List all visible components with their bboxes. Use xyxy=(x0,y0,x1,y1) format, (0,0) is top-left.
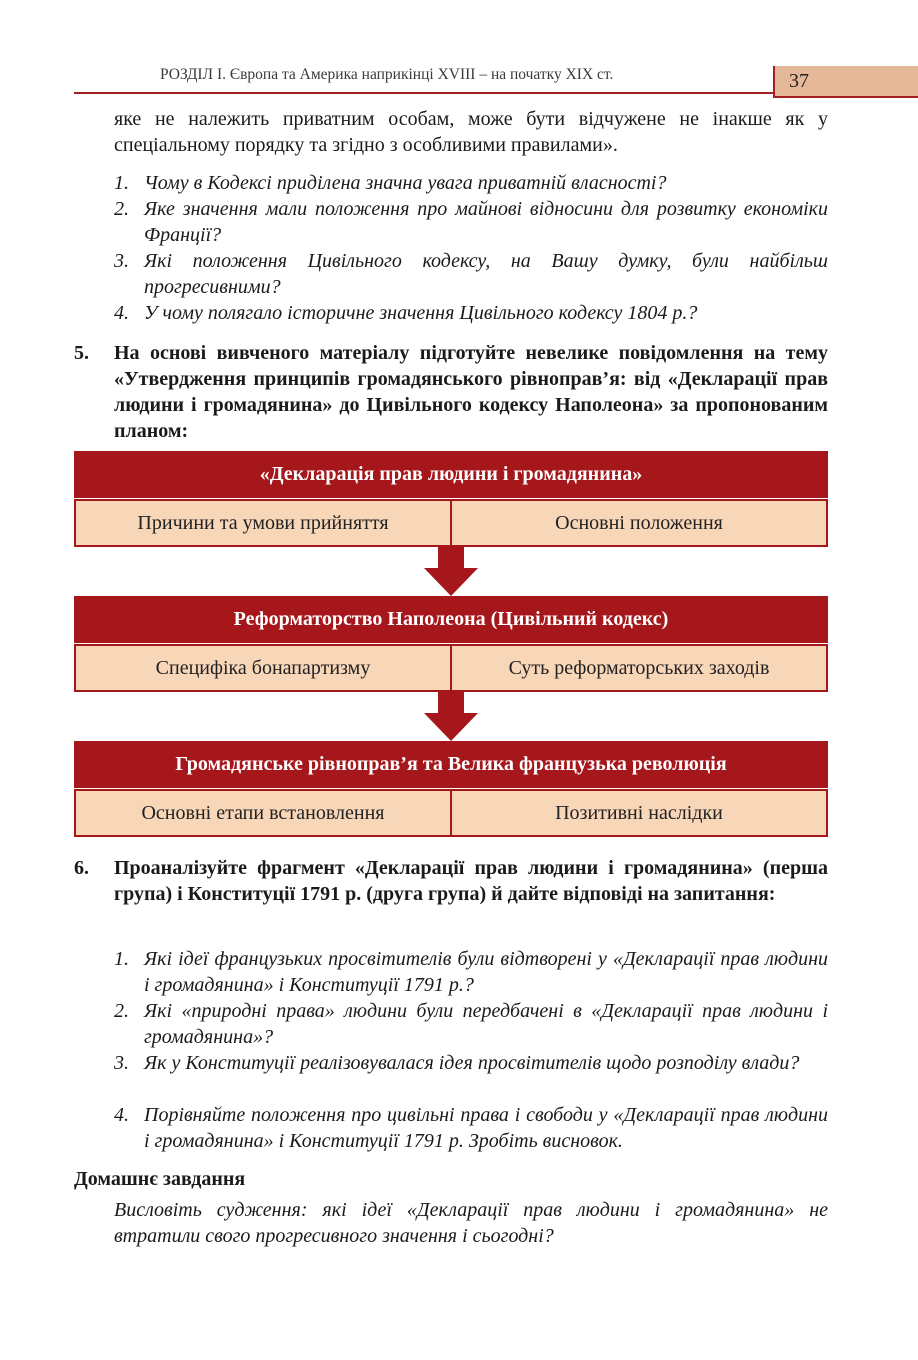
question-number: 1. xyxy=(114,172,129,194)
homework-title: Домашнє завдання xyxy=(74,1168,246,1190)
question-b-1 xyxy=(114,946,828,998)
task-text: Проаналізуйте фрагмент «Декларації прав людини і громадянина» (перша група) і Конституції 1791 р. (друга група) й дайте відповіді на запитання: xyxy=(114,857,828,905)
question-number: 3. xyxy=(114,1052,129,1074)
question-number: 3. xyxy=(114,250,129,272)
question-number: 4. xyxy=(114,1104,129,1126)
question-text: Які ідеї французьких просвітителів були відтворені у «Декларації прав людини і громадянина» і Конституції 1791 р.? xyxy=(144,948,828,996)
question-a-4 xyxy=(114,300,828,326)
question-text: Порівняйте положення про цивільні права і свободи у «Декларації прав людини і громадянина» і Конституції 1791 р. Зробіть висновок. xyxy=(144,1104,828,1152)
page-number: 37 xyxy=(773,66,918,98)
scheme-cell-right: Суть реформаторських заходів xyxy=(450,644,828,692)
question-a-2 xyxy=(114,196,828,248)
question-number: 1. xyxy=(114,948,129,970)
scheme-block-title: Громадянське рівноправ’я та Велика французька революція xyxy=(74,741,828,788)
task-5 xyxy=(74,340,828,444)
scheme-block-title: Реформаторство Наполеона (Цивільний кодекс) xyxy=(74,596,828,643)
homework-text: Висловіть судження: які ідеї «Декларації прав людини і громадянина» не втратили свого прогресивного значення і сьогодні? xyxy=(114,1199,828,1247)
question-b-3 xyxy=(114,1050,828,1076)
task-number: 6. xyxy=(74,857,89,879)
header-rule xyxy=(74,92,774,94)
question-number: 2. xyxy=(114,1000,129,1022)
scheme-block-title: «Декларація прав людини і громадянина» xyxy=(74,451,828,498)
scheme-cell-left: Причини та умови прийняття xyxy=(74,499,452,547)
question-text: Яке значення мали положення про майнові відносини для розвитку економіки Франції? xyxy=(144,198,828,246)
question-b-4 xyxy=(114,1102,828,1154)
scheme-cell-left: Основні етапи встановлення xyxy=(74,789,452,837)
question-b-2 xyxy=(114,998,828,1050)
task-6 xyxy=(74,855,828,907)
question-text: Які положення Цивільного кодексу, на Вашу думку, були найбільш прогресивними? xyxy=(144,250,828,298)
question-a-3 xyxy=(114,248,828,300)
question-number: 2. xyxy=(114,198,129,220)
question-a-1 xyxy=(114,170,828,196)
task-number: 5. xyxy=(74,342,89,364)
scheme-cell-left: Специфіка бонапартизму xyxy=(74,644,452,692)
question-text: У чому полягало історичне значення Цивільного кодексу 1804 р.? xyxy=(144,302,698,324)
question-text: Чому в Кодексі приділена значна увага приватній власності? xyxy=(144,172,667,194)
question-text: Які «природні права» людини були передбачені в «Декларації прав людини і громадянина»? xyxy=(144,1000,828,1048)
header-title: РОЗДІЛ І. Європа та Америка наприкінці XVIII – на початку XIX ст. xyxy=(160,66,614,83)
down-arrow-icon xyxy=(424,691,478,741)
question-text: Як у Конституції реалізовувалася ідея просвітителів щодо розподілу влади? xyxy=(144,1052,800,1074)
down-arrow-icon xyxy=(424,546,478,596)
scheme-cell-right: Позитивні наслідки xyxy=(450,789,828,837)
question-number: 4. xyxy=(114,302,129,324)
intro-text: яке не належить приватним особам, може бути відчужене не інакше як у спеціальному порядку та згідно з особливими правилами». xyxy=(114,108,828,156)
scheme-cell-right: Основні положення xyxy=(450,499,828,547)
task-text: На основі вивченого матеріалу підготуйте невелике повідомлення на тему «Утвердження принципів громадянського рівноправ’я: від «Декларації прав людини і громадянина» до Цивільного кодексу Наполеона» за пропонованим планом: xyxy=(114,342,828,442)
